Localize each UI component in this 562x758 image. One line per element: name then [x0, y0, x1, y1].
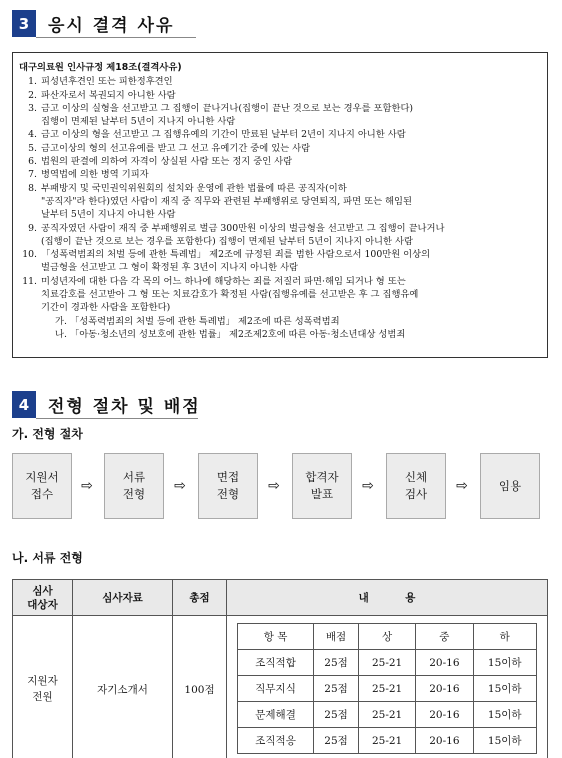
- criteria-high: 25-21: [358, 650, 415, 676]
- header-material: 심사자료: [73, 580, 173, 616]
- criteria-table: [237, 623, 537, 754]
- criteria-score: 25점: [314, 650, 359, 676]
- table-header-row: [13, 580, 548, 616]
- rule-number: 5.: [28, 142, 37, 154]
- rule-item: [19, 155, 541, 168]
- rule-line: 피성년후견인 또는 피한정후견인: [41, 76, 173, 88]
- procedure-heading: 가. 전형 절차: [12, 427, 83, 441]
- rule-item: [19, 142, 541, 155]
- rule-number: 7.: [28, 169, 37, 181]
- criteria-item: 문제해결: [238, 702, 314, 728]
- rule-number: 10.: [22, 249, 37, 261]
- rule-subitem: 나. 「아동·청소년의 성보호에 관한 법률」 제2조제2호에 따른 아동·청소년대상 성범죄: [55, 328, 406, 340]
- criteria-row: [238, 650, 537, 676]
- section-4-title: 전형 절차 및 배점: [48, 397, 201, 417]
- rule-number: 2.: [28, 89, 37, 101]
- rule-line: 파산자로서 복권되지 아니한 사람: [41, 89, 176, 101]
- rule-text: [41, 248, 541, 275]
- section-4-header: [12, 391, 201, 418]
- rule-text: [41, 89, 541, 102]
- rule-item: [19, 75, 541, 88]
- right-arrow-icon: ⇨: [174, 478, 186, 494]
- criteria-low: 15이하: [473, 702, 536, 728]
- criteria-high: 25-21: [358, 702, 415, 728]
- criteria-item: 조직적합: [238, 650, 314, 676]
- rule-line: 금고 이상의 형을 선고받고 그 집행유예의 기간이 만료된 날부터 2년이 지나지 아니한 사람: [41, 129, 406, 141]
- rule-number: 3.: [28, 102, 37, 114]
- criteria-header-high: 상: [358, 624, 415, 650]
- rule-number: 6.: [28, 156, 37, 168]
- step-appointment: 임용: [480, 453, 540, 519]
- rule-subitem: 가. 「성폭력범죄의 처벌 등에 관한 특례법」 제2조에 따른 성폭력범죄: [55, 315, 340, 327]
- section-4-number: 4: [12, 391, 36, 418]
- rule-text: [41, 75, 541, 88]
- header-content: 내 용: [227, 580, 548, 616]
- rule-text: [41, 275, 541, 315]
- step-physical-exam: 신체 검사: [386, 453, 446, 519]
- section-3-number: 3: [12, 10, 36, 37]
- criteria-row: [238, 728, 537, 754]
- rule-item: [19, 275, 541, 315]
- rule-number: 8.: [28, 182, 37, 194]
- header-target: 심사 대상자: [13, 580, 73, 616]
- criteria-high: 25-21: [358, 728, 415, 754]
- step-document-screening: 서류 전형: [104, 453, 164, 519]
- header-total: 총점: [173, 580, 227, 616]
- rule-number: 1.: [28, 76, 37, 88]
- criteria-item: 조직적응: [238, 728, 314, 754]
- criteria-header-low: 하: [473, 624, 536, 650]
- criteria-mid: 20-16: [416, 702, 473, 728]
- criteria-header-score: 배점: [314, 624, 359, 650]
- right-arrow-icon: ⇨: [81, 478, 93, 494]
- rule-text: [41, 155, 541, 168]
- criteria-low: 15이하: [473, 728, 536, 754]
- rule-item: [19, 89, 541, 102]
- criteria-header-row: [238, 624, 537, 650]
- criteria-score: 25점: [314, 676, 359, 702]
- rule-text: [41, 222, 541, 249]
- table-row: [13, 616, 548, 758]
- rule-item: [19, 182, 541, 222]
- criteria-header-item: 항 목: [238, 624, 314, 650]
- criteria-score: 25점: [314, 702, 359, 728]
- criteria-score: 25점: [314, 728, 359, 754]
- rule-item: [19, 102, 541, 129]
- rule-line: 금고이상의 형의 선고유예를 받고 그 선고 유예기간 중에 있는 사람: [41, 142, 311, 154]
- rule-heading: 대구의료원 인사규정 제18조(결격사유): [19, 62, 182, 73]
- rule-line: 부패방지 및 국민권익위원회의 설치와 운영에 관한 법률에 따른 공직자(이하: [41, 182, 347, 194]
- rule-number: 9.: [28, 222, 37, 234]
- rule-line: 금고 이상의 실형을 선고받고 그 집행이 끝나거나(집행이 끝난 것으로 보는 경우를 포함한다): [41, 102, 414, 114]
- rule-line: 집행이 면제된 날부터 5년이 지나지 아니한 사람: [41, 116, 236, 128]
- rule-line: 치료감호를 선고받아 그 형 또는 치료감호가 확정된 사람(집행유예를 선고받은 후 그 집행유예: [41, 289, 419, 301]
- rule-item: [19, 168, 541, 181]
- cell-total: 100점: [173, 616, 227, 758]
- rule-line: (집행이 끝난 것으로 보는 경우를 포함한다) 집행이 면제된 날부터 5년이 지나지 아니한 사람: [41, 235, 413, 247]
- section-4-underline: [36, 418, 198, 419]
- criteria-header-mid: 중: [416, 624, 473, 650]
- step-announcement: 합격자 발표: [292, 453, 352, 519]
- criteria-low: 15이하: [473, 650, 536, 676]
- disqualification-box: [12, 52, 548, 358]
- rule-line: 벌금형을 선고받고 그 형이 확정된 후 3년이 지나지 아니한 사람: [41, 262, 299, 274]
- rule-line: 법원의 판결에 의하여 자격이 상실된 사람 또는 정지 중인 사람: [41, 156, 293, 168]
- criteria-item: 직무지식: [238, 676, 314, 702]
- rule-list: [19, 75, 541, 341]
- right-arrow-icon: ⇨: [268, 478, 280, 494]
- rule-line: 병역법에 의한 병역 기피자: [41, 169, 149, 181]
- rule-line: 미성년자에 대한 다음 각 목의 어느 하나에 해당하는 죄를 저질러 파면·해임 되거나 형 또는: [41, 275, 406, 287]
- procedure-flow: [12, 453, 550, 519]
- criteria-row: [238, 702, 537, 728]
- section-3-header: [12, 10, 174, 37]
- rule-text: [41, 168, 541, 181]
- right-arrow-icon: ⇨: [456, 478, 468, 494]
- rule-line: 기간이 경과한 사람을 포함한다): [41, 302, 171, 314]
- rule-item: [19, 248, 541, 275]
- step-application: 지원서 접수: [12, 453, 72, 519]
- right-arrow-icon: ⇨: [362, 478, 374, 494]
- rule-text: [41, 102, 541, 129]
- cell-target: 지원자 전원: [13, 616, 73, 758]
- rule-item: [19, 222, 541, 249]
- cell-material: 자기소개서: [73, 616, 173, 758]
- section-3-underline: [36, 37, 196, 38]
- rule-number: 4.: [28, 129, 37, 141]
- rule-text: [41, 182, 541, 222]
- cell-content: [227, 616, 548, 758]
- document-screening-table: [12, 579, 548, 758]
- document-screening-heading: 나. 서류 전형: [12, 551, 83, 565]
- rule-text: [41, 128, 541, 141]
- step-interview: 면접 전형: [198, 453, 258, 519]
- rule-item: [19, 128, 541, 141]
- rule-line: 「성폭력범죄의 처벌 등에 관한 특례법」 제2조에 규정된 죄를 범한 사람으로서 100만원 이상의: [41, 249, 431, 261]
- rule-line: 공직자였던 사람이 재직 중 부패행위로 벌금 300만원 이상의 벌금형을 선고받고 그 집행이 끝나거나: [41, 222, 445, 234]
- rule-line: 날부터 5년이 지나지 아니한 사람: [41, 209, 176, 221]
- section-3-title: 응시 결격 사유: [48, 16, 175, 36]
- criteria-row: [238, 676, 537, 702]
- rule-number: 11.: [22, 275, 37, 287]
- criteria-mid: 20-16: [416, 676, 473, 702]
- rule-line: "공직자"라 한다)였던 사람이 재직 중 직무와 관련된 부패행위로 당연퇴직, 파면 또는 해임된: [41, 195, 412, 207]
- criteria-mid: 20-16: [416, 728, 473, 754]
- criteria-high: 25-21: [358, 676, 415, 702]
- criteria-mid: 20-16: [416, 650, 473, 676]
- criteria-low: 15이하: [473, 676, 536, 702]
- rule-text: [41, 142, 541, 155]
